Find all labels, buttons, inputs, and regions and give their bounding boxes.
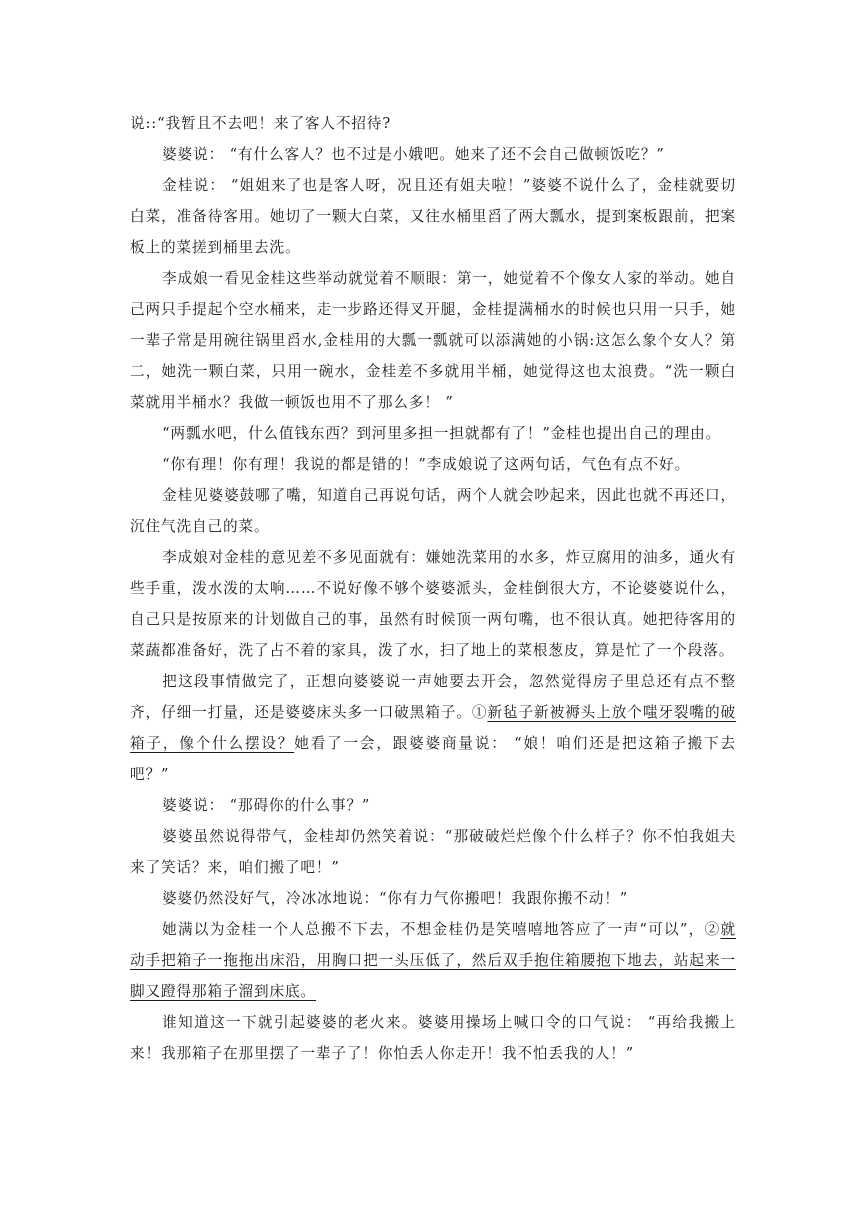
underlined-sentence: 新毡子新被褥头上放个嗤牙裂嘴的破箱子，像个什么摆设？ [130, 704, 737, 752]
text-segment: 李成娘对金桂的意见差不多见面就有：嫌她洗菜用的水多，炸豆腐用的油多，通火有些手重，泼水泼的太响……不说好像不够个婆婆派头，金桂倒很大方，不论婆婆说什么，自己只是按原来的计划做自己的事，虽然有时候顶一两句嘴，也不很认真。她把待客用的菜蔬都准备好，洗了占不着的家具，泼了水，扫了地上的菜根葱皮，算是忙了一个段落。 [130, 549, 736, 659]
text-segment: 婆婆说： “有什么客人？也不过是小娥吧。她来了还不会自己做顿饭吃？” [162, 146, 665, 163]
text-segment: 说::“我暂且不去吧！来了客人不招待? [130, 115, 392, 132]
text-segment: 婆婆说： “那碍你的什么事？” [162, 797, 371, 814]
paragraph [130, 821, 736, 883]
story-text [130, 108, 736, 1069]
paragraph [130, 542, 736, 666]
paragraph [130, 139, 736, 170]
text-segment: 把这段事情做完了，正想向婆婆说一声她要去开会，忽然觉得房子里总还有点不整齐，仔细一打量，还是婆婆床头多一口破黑箱子。① [130, 673, 736, 721]
paragraph [130, 883, 736, 914]
text-segment: 她满以为金桂一个人总搬不下去，不想金桂仍是笑嘻嘻地答应了一声“可以”，② [162, 921, 721, 938]
text-segment: 她看了一会，跟婆婆商量说： “娘！咱们还是把这箱子搬下去吧？” [130, 735, 736, 783]
paragraph [130, 263, 736, 418]
underlined-sentence: 就动手把箱子一拖拖出床沿，用胸口把一头压低了，然后双手抱住箱腰抱下地去，站起来一脚又蹬得那箱子溜到床底。 [130, 921, 736, 1000]
paragraph [130, 914, 736, 1007]
paragraph [130, 790, 736, 821]
text-segment: 金桂说： “姐姐来了也是客人呀，况且还有姐夫啦！”婆婆不说什么了，金桂就要切白菜，准备待客用。她切了一颗大白菜，又往水桶里舀了两大瓢水，提到案板跟前，把案板上的菜搓到桶里去洗。 [130, 177, 736, 256]
text-segment: 金桂见婆婆鼓哪了嘴，知道自己再说句话，两个人就会吵起来，因此也就不再还口，沉住气洗自己的菜。 [130, 487, 736, 535]
paragraph [130, 449, 736, 480]
text-segment: “两瓢水吧，什么值钱东西？到河里多担一担就都有了！”金桂也提出自己的理由。 [162, 425, 722, 442]
paragraph [130, 1007, 736, 1069]
paragraph [130, 170, 736, 263]
paragraph [130, 480, 736, 542]
text-segment: 谁知道这一下就引起婆婆的老火来。婆婆用操场上喊口令的口气说： “再给我搬上来！我那箱子在那里摆了一辈子了！你怕丢人你走开！我不怕丢我的人！” [130, 1014, 736, 1062]
paragraph [130, 418, 736, 449]
text-segment: 婆婆虽然说得带气，金桂却仍然笑着说：“那破破烂烂像个什么样子？你不怕我姐夫来了笑话？来，咱们搬了吧！” [130, 828, 736, 876]
paragraph [130, 666, 736, 790]
text-segment: 婆婆仍然没好气，冷冰冰地说：“你有力气你搬吧！我跟你搬不动！” [162, 890, 629, 907]
text-segment: 李成娘一看见金桂这些举动就觉着不顺眼：第一，她觉着不个像女人家的举动。她自己两只手提起个空水桶来，走一步路还得叉开腿，金桂提满桶水的时候也只用一只手，她一辈子常是用碗往锅里舀水,金桂用的大瓢一瓢就可以添满她的小锅:这怎么象个女人？第二，她洗一颗白菜，只用一碗水，金桂差不多就用半桶，她觉得这也太浪费。“洗一颗白菜就用半桶水？我做一顿饭也用不了那么多！ ” [130, 270, 736, 411]
paragraph [130, 108, 736, 139]
text-segment: “你有理！你有理！我说的都是错的！”李成娘说了这两句话，气色有点不好。 [162, 456, 691, 473]
